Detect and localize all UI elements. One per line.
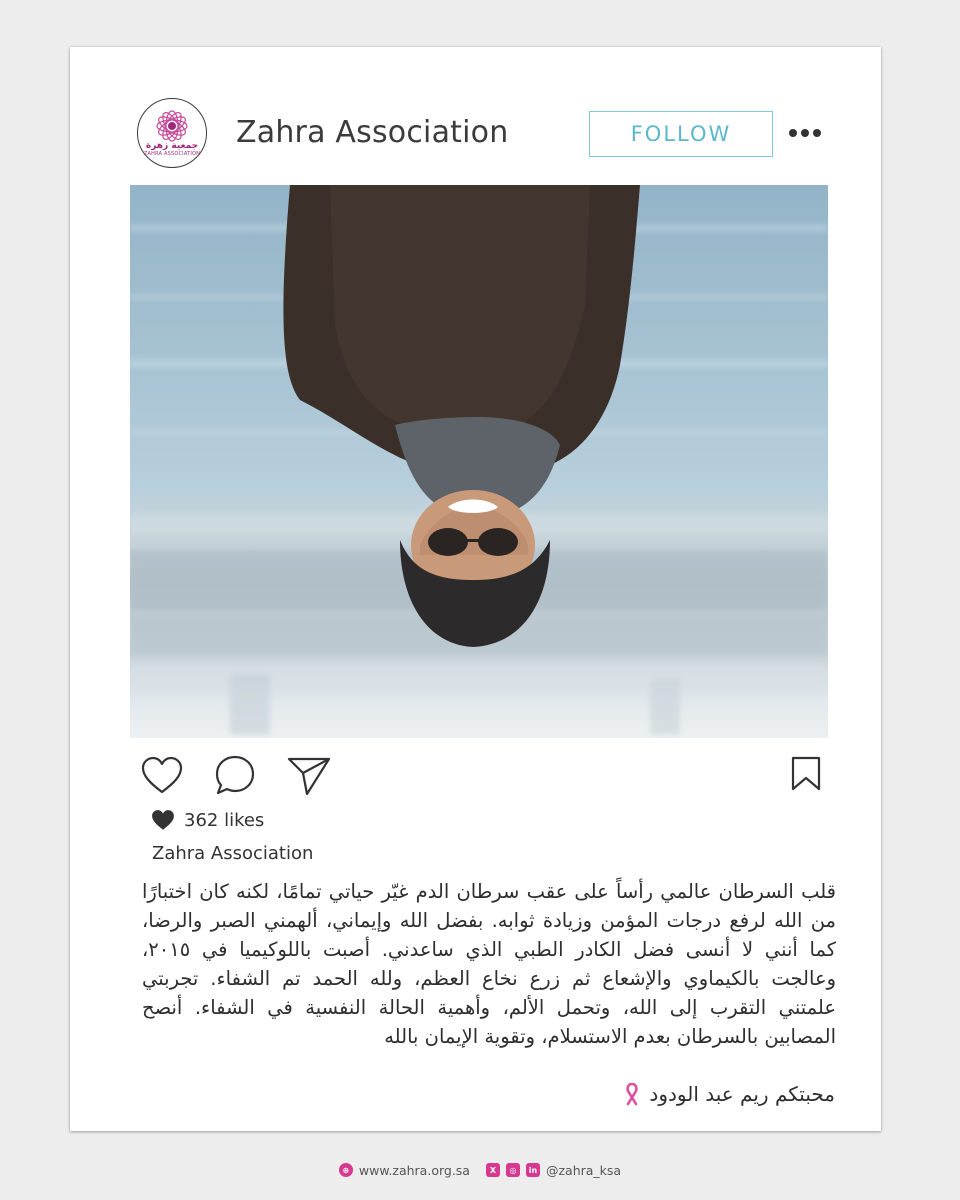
footer-handle[interactable]: @zahra_ksa xyxy=(545,1162,622,1178)
likes-count[interactable] xyxy=(150,809,264,832)
post-photo[interactable] xyxy=(130,185,828,738)
heart-outline-icon[interactable] xyxy=(140,756,184,796)
follow-button[interactable]: FOLLOW xyxy=(589,111,773,157)
caption-signature xyxy=(623,1082,835,1106)
instagram-icon[interactable]: ◎ xyxy=(506,1163,520,1177)
avatar-english-name: ZAHRA ASSOCIATION xyxy=(143,151,201,157)
signature-text: محبتكم ريم عبد الودود xyxy=(649,1082,835,1106)
bookmark-icon[interactable] xyxy=(790,756,822,792)
footer xyxy=(0,1160,960,1180)
avatar-arabic-name: جمعية زهرة xyxy=(145,141,199,151)
likes-label: 362 likes xyxy=(184,810,265,831)
comment-bubble-icon[interactable] xyxy=(214,754,256,796)
post-header xyxy=(70,47,881,185)
globe-icon: ⊕ xyxy=(339,1163,353,1177)
footer-website[interactable]: www.zahra.org.sa xyxy=(358,1162,470,1178)
pink-ribbon-icon xyxy=(623,1082,641,1106)
paper-plane-icon[interactable] xyxy=(286,754,332,796)
post-photo-image xyxy=(130,185,828,738)
post-caption: قلب السرطان عالمي رأساً على عقب سرطان الدم غيّر حياتي تمامًا، لكنه كان اختبارًا من الله لرفع درجات المؤمن وزيادة ثوابه. بفضل الله وإيماني، ألهمني الصبر والرضا، كما أنني لا أنسى فضل الكادر الطبي الذي ساعدني. أصبت باللوكيميا في ٢٠١٥، وعالجت بالكيماوي والإشعاع ثم زرع نخاع العظم، ولله الحمد تم الشفاء. تجربتي علمتني التقرب إلى الله، وتحمل الألم، وأهمية الحالة النفسية في الشفاء. أنصح المصابين بالسرطان بعدم الاستسلام، وتقوية الإيمان بالله xyxy=(142,880,836,1048)
post-actions xyxy=(70,750,881,800)
x-icon[interactable]: X xyxy=(486,1163,500,1177)
linkedin-icon[interactable]: in xyxy=(526,1163,540,1177)
flower-logo-icon xyxy=(154,109,190,143)
avatar[interactable] xyxy=(137,98,207,168)
heart-filled-icon xyxy=(150,809,176,832)
post-username[interactable]: Zahra Association xyxy=(236,115,509,150)
caption-username[interactable]: Zahra Association xyxy=(152,843,314,864)
post-card xyxy=(70,47,881,1131)
more-options-icon[interactable] xyxy=(788,127,822,139)
